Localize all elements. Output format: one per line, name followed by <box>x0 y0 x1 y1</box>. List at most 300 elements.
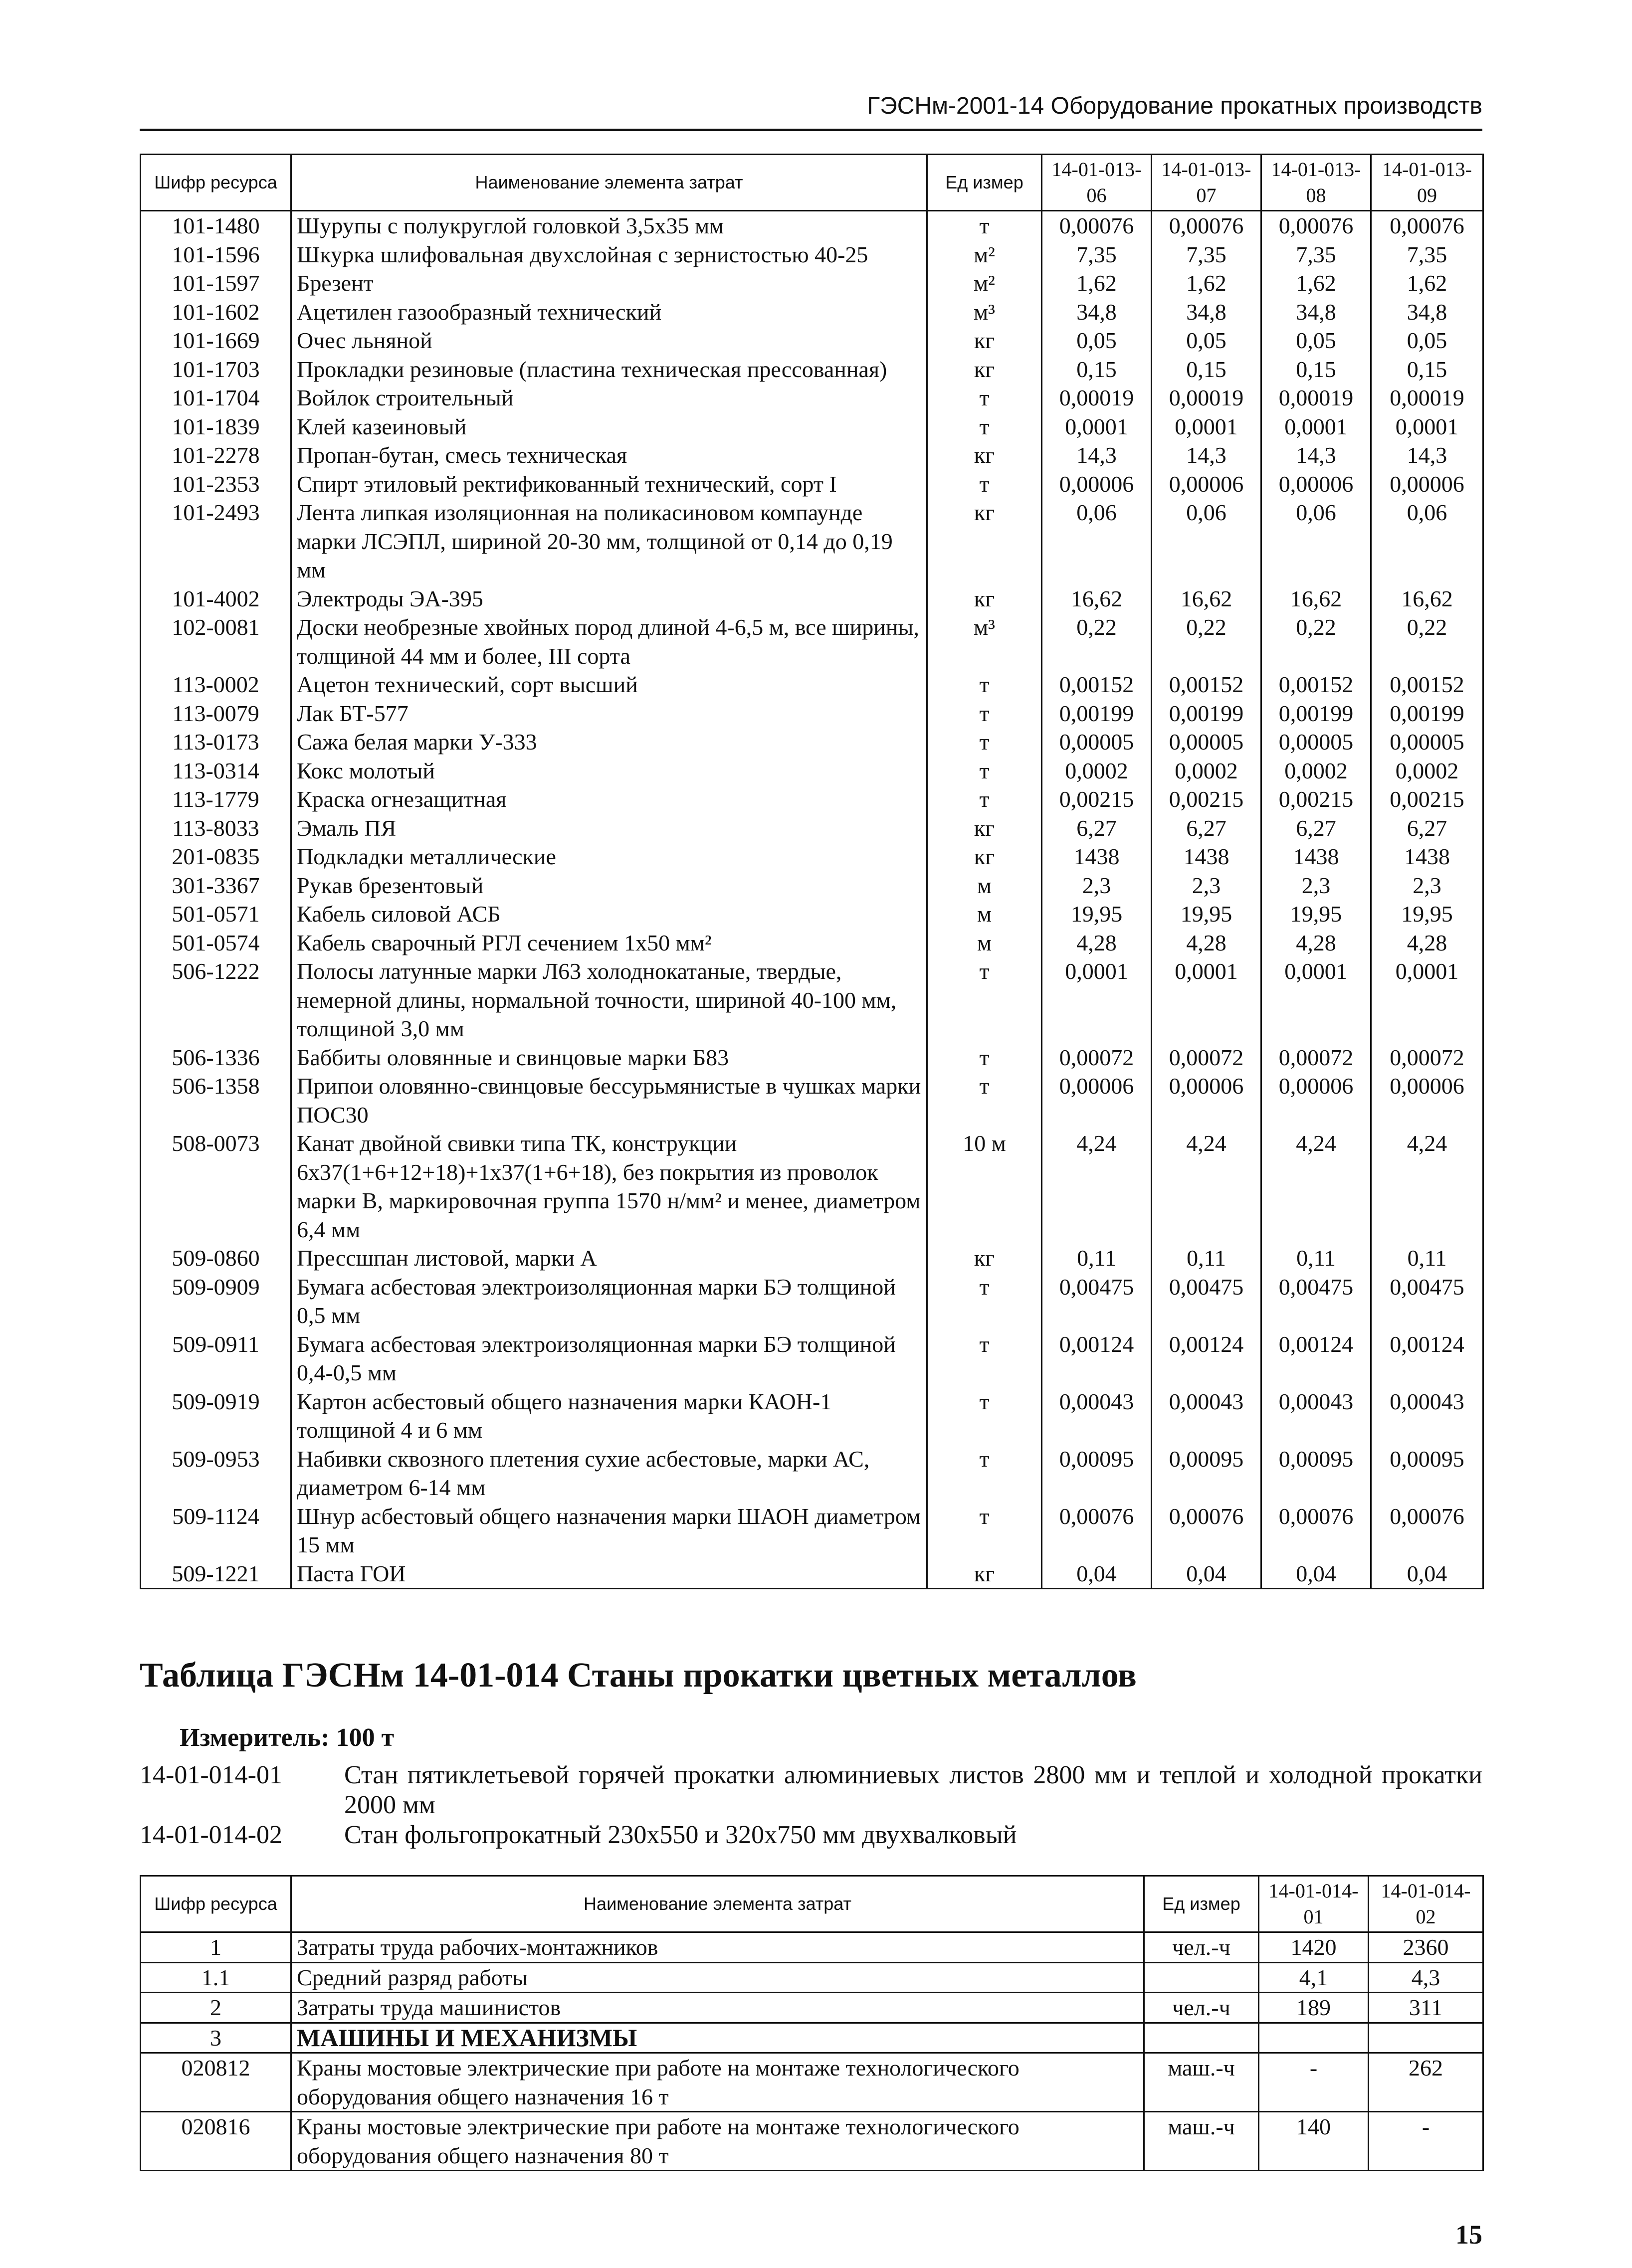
resource-quantity: 14,3 <box>1042 441 1152 470</box>
resource-quantity: 140 <box>1259 2112 1369 2171</box>
resource-code: 509-0909 <box>141 1273 291 1330</box>
resource-code: 101-1703 <box>141 355 291 384</box>
header-unit: Ед измер <box>1144 1876 1259 1932</box>
resource-name: Доски необрезные хвойных пород длиной 4-6,5 м, все ширины, толщиной 44 мм и более, III сорта <box>291 613 927 670</box>
resource-quantity: 0,00152 <box>1152 670 1261 699</box>
resource-name: Лента липкая изоляционная на поликасиновом компаунде марки ЛСЭПЛ, шириной 20-30 мм, толщиной от 0,14 до 0,19 мм <box>291 498 927 584</box>
resource-code: 101-1480 <box>141 211 291 240</box>
resource-quantity: 4,3 <box>1369 1962 1483 1993</box>
resource-unit: чел.-ч <box>1144 1932 1259 1963</box>
resource-code: 113-0314 <box>141 756 291 785</box>
resource-quantity: 0,00076 <box>1371 211 1483 240</box>
resource-quantity: 0,00475 <box>1261 1273 1371 1330</box>
table-row <box>141 240 1483 269</box>
resource-quantity: 0,00475 <box>1152 1273 1261 1330</box>
resource-quantity: 0,0001 <box>1152 957 1261 1043</box>
resource-code: 113-0002 <box>141 670 291 699</box>
measure-line <box>180 1723 394 1752</box>
table-row <box>141 1932 1483 1963</box>
resource-unit: т <box>927 470 1042 499</box>
resource-quantity: 0,00095 <box>1042 1445 1152 1502</box>
resource-quantity: 1438 <box>1371 842 1483 871</box>
resource-quantity: 0,00019 <box>1042 383 1152 412</box>
resource-quantity: 2,3 <box>1371 871 1483 900</box>
resource-code: 101-1704 <box>141 383 291 412</box>
resource-quantity: 0,00475 <box>1371 1273 1483 1330</box>
resource-quantity: 4,24 <box>1152 1129 1261 1244</box>
table-row <box>141 871 1483 900</box>
resource-quantity: 0,00199 <box>1261 699 1371 728</box>
resource-unit: т <box>927 211 1042 240</box>
header-quantity: 14-01-014-02 <box>1369 1876 1483 1932</box>
resource-quantity: 1420 <box>1259 1932 1369 1963</box>
resource-quantity: 4,28 <box>1042 929 1152 957</box>
resource-quantity: 4,28 <box>1371 929 1483 957</box>
resource-quantity: 0,00043 <box>1152 1387 1261 1445</box>
table-row <box>141 957 1483 1043</box>
measure-value: 100 т <box>336 1723 395 1752</box>
resource-code: 113-8033 <box>141 814 291 843</box>
resource-unit: т <box>927 670 1042 699</box>
table-row <box>141 2112 1483 2171</box>
resource-quantity: 0,00152 <box>1261 670 1371 699</box>
resource-quantity: 0,00076 <box>1261 211 1371 240</box>
resource-quantity: 0,00215 <box>1371 785 1483 814</box>
resource-code: 101-2353 <box>141 470 291 499</box>
resource-quantity: 0,00072 <box>1042 1043 1152 1072</box>
resource-quantity: 0,00005 <box>1152 728 1261 756</box>
resource-code: 101-2278 <box>141 441 291 470</box>
table-row <box>141 1502 1483 1559</box>
resource-quantity: 0,06 <box>1261 498 1371 584</box>
resource-quantity: 7,35 <box>1152 240 1261 269</box>
resource-quantity: 0,0002 <box>1152 756 1261 785</box>
table-row <box>141 1129 1483 1244</box>
resource-name: Припои оловянно-свинцовые бессурьмянистые в чушках марки ПОС30 <box>291 1072 927 1129</box>
resource-unit: 10 м <box>927 1129 1042 1244</box>
resource-quantity: 0,11 <box>1261 1244 1371 1273</box>
resource-quantity: 0,15 <box>1042 355 1152 384</box>
resource-code: 509-0953 <box>141 1445 291 1502</box>
table-row <box>141 584 1483 613</box>
page-number: 15 <box>1455 2220 1482 2250</box>
resource-unit: т <box>927 1072 1042 1129</box>
resource-quantity: 4,28 <box>1152 929 1261 957</box>
resource-quantity: 1438 <box>1042 842 1152 871</box>
resource-quantity: 0,00019 <box>1371 383 1483 412</box>
resource-quantity: 14,3 <box>1152 441 1261 470</box>
table-row <box>141 1387 1483 1445</box>
resource-unit: кг <box>927 441 1042 470</box>
resource-quantity: 0,05 <box>1371 326 1483 355</box>
resource-quantity: 1438 <box>1152 842 1261 871</box>
resource-unit: т <box>927 1330 1042 1387</box>
resource-quantity: 0,00006 <box>1042 1072 1152 1129</box>
page-header <box>140 89 1482 131</box>
resource-quantity: 14,3 <box>1261 441 1371 470</box>
measure-label: Измеритель: <box>180 1723 330 1752</box>
table-row <box>141 1043 1483 1072</box>
resource-unit: м² <box>927 240 1042 269</box>
resources-table-013 <box>140 154 1484 1589</box>
table-row <box>141 498 1483 584</box>
table-row <box>141 613 1483 670</box>
resource-unit: т <box>927 412 1042 441</box>
resource-unit: т <box>927 728 1042 756</box>
resource-quantity: 0,00006 <box>1371 470 1483 499</box>
resource-code: 509-1221 <box>141 1559 291 1589</box>
resource-code: 201-0835 <box>141 842 291 871</box>
resource-quantity: 14,3 <box>1371 441 1483 470</box>
resource-unit: чел.-ч <box>1144 1993 1259 2023</box>
resource-quantity: 2,3 <box>1261 871 1371 900</box>
resource-unit: м <box>927 871 1042 900</box>
table-row <box>141 1330 1483 1387</box>
resources-table-014 <box>140 1875 1484 2171</box>
list-item <box>140 1760 1482 1820</box>
item-code: 14-01-014-01 <box>140 1761 282 1789</box>
table-row <box>141 412 1483 441</box>
resource-quantity: 0,0001 <box>1261 957 1371 1043</box>
resource-name: Кабель силовой АСБ <box>291 900 927 929</box>
resource-quantity: 0,05 <box>1261 326 1371 355</box>
item-text: Стан пятиклетьевой горячей прокатки алюминиевых листов 2800 мм и теплой и холодной прокатки 2000 мм <box>344 1761 1482 1819</box>
resource-unit: кг <box>927 498 1042 584</box>
resource-quantity: - <box>1259 2053 1369 2112</box>
resource-name: Шнур асбестовый общего назначения марки ШАОН диаметром 15 мм <box>291 1502 927 1559</box>
resource-name: Краны мостовые электрические при работе на монтаже технологического оборудования общего назначения 16 т <box>291 2053 1144 2112</box>
table-row <box>141 1445 1483 1502</box>
resource-name: Пропан-бутан, смесь техническая <box>291 441 927 470</box>
resource-quantity: 0,00006 <box>1042 470 1152 499</box>
resource-quantity: 0,05 <box>1152 326 1261 355</box>
table-header-row <box>141 155 1483 211</box>
resource-quantity: 0,22 <box>1152 613 1261 670</box>
resource-quantity: 2,3 <box>1152 871 1261 900</box>
resource-unit: м² <box>927 269 1042 298</box>
resource-quantity: 4,24 <box>1042 1129 1152 1244</box>
resource-unit: т <box>927 1273 1042 1330</box>
resource-quantity: 0,22 <box>1371 613 1483 670</box>
resource-quantity: 0,00152 <box>1371 670 1483 699</box>
resource-name: Сажа белая марки У-333 <box>291 728 927 756</box>
table-row <box>141 814 1483 843</box>
resource-quantity: 0,00152 <box>1042 670 1152 699</box>
resource-code: 102-0081 <box>141 613 291 670</box>
resource-quantity: 4,28 <box>1261 929 1371 957</box>
table-row <box>141 1273 1483 1330</box>
resource-quantity: 0,15 <box>1371 355 1483 384</box>
resource-name: Эмаль ПЯ <box>291 814 927 843</box>
resource-quantity: 0,00095 <box>1261 1445 1371 1502</box>
table-row <box>141 699 1483 728</box>
resource-quantity: 0,04 <box>1261 1559 1371 1589</box>
header-code: Шифр ресурса <box>141 155 291 211</box>
resource-code: 509-0911 <box>141 1330 291 1387</box>
resource-name: Войлок строительный <box>291 383 927 412</box>
resource-quantity: 0,22 <box>1261 613 1371 670</box>
resource-code: 020812 <box>141 2053 291 2112</box>
resource-code: 506-1222 <box>141 957 291 1043</box>
resource-quantity: 0,11 <box>1042 1244 1152 1273</box>
resource-quantity: 0,0002 <box>1261 756 1371 785</box>
resource-quantity: 0,0001 <box>1371 957 1483 1043</box>
table-row <box>141 842 1483 871</box>
header-quantity: 14-01-014-01 <box>1259 1876 1369 1932</box>
table-row <box>141 728 1483 756</box>
resource-unit: т <box>927 785 1042 814</box>
resource-code: 506-1358 <box>141 1072 291 1129</box>
resource-unit: т <box>927 1445 1042 1502</box>
resource-code: 101-1669 <box>141 326 291 355</box>
table-header-row <box>141 1876 1483 1932</box>
resource-quantity: 16,62 <box>1042 584 1152 613</box>
resource-code: 501-0574 <box>141 929 291 957</box>
resource-quantity: 0,06 <box>1042 498 1152 584</box>
resource-code: 509-0919 <box>141 1387 291 1445</box>
resource-name: Подкладки металлические <box>291 842 927 871</box>
resource-quantity: 262 <box>1369 2053 1483 2112</box>
resource-quantity: 34,8 <box>1042 298 1152 327</box>
resource-name: Бумага асбестовая электроизоляционная марки БЭ толщиной 0,4-0,5 мм <box>291 1330 927 1387</box>
resource-quantity: 0,00076 <box>1152 1502 1261 1559</box>
resource-code: 113-1779 <box>141 785 291 814</box>
resource-unit: м <box>927 929 1042 957</box>
resource-unit: т <box>927 699 1042 728</box>
resource-quantity: 0,00124 <box>1371 1330 1483 1387</box>
table-row <box>141 269 1483 298</box>
resource-name: Клей казеиновый <box>291 412 927 441</box>
table-row <box>141 900 1483 929</box>
resource-quantity: 0,0001 <box>1261 412 1371 441</box>
resource-code: 508-0073 <box>141 1129 291 1244</box>
table-row <box>141 211 1483 240</box>
table-row <box>141 785 1483 814</box>
resource-quantity: 0,00005 <box>1261 728 1371 756</box>
header-unit: Ед измер <box>927 155 1042 211</box>
resource-quantity: 311 <box>1369 1993 1483 2023</box>
resource-quantity <box>1259 2023 1369 2053</box>
resource-code: 2 <box>141 1993 291 2023</box>
resource-name: Очес льняной <box>291 326 927 355</box>
table-row <box>141 929 1483 957</box>
resource-name: Шурупы с полукруглой головкой 3,5х35 мм <box>291 211 927 240</box>
resource-quantity: 0,00076 <box>1371 1502 1483 1559</box>
resource-quantity: 0,11 <box>1371 1244 1483 1273</box>
resource-unit: м³ <box>927 298 1042 327</box>
resource-unit <box>1144 1962 1259 1993</box>
table-row <box>141 756 1483 785</box>
resource-code: 101-1597 <box>141 269 291 298</box>
resource-quantity: 34,8 <box>1261 298 1371 327</box>
resource-quantity: 0,06 <box>1152 498 1261 584</box>
resource-quantity: 0,00043 <box>1261 1387 1371 1445</box>
resource-code: 101-1839 <box>141 412 291 441</box>
document-title: ГЭСНм-2001-14 Оборудование прокатных производств <box>867 93 1482 119</box>
resource-quantity: 1,62 <box>1042 269 1152 298</box>
resource-quantity: 0,0002 <box>1042 756 1152 785</box>
resource-quantity: 0,0002 <box>1371 756 1483 785</box>
resource-quantity: 1438 <box>1261 842 1371 871</box>
resource-unit: м³ <box>927 613 1042 670</box>
resource-quantity: 6,27 <box>1261 814 1371 843</box>
resource-quantity: 0,04 <box>1042 1559 1152 1589</box>
resource-unit: кг <box>927 326 1042 355</box>
resource-quantity: 34,8 <box>1152 298 1261 327</box>
resource-quantity: 7,35 <box>1371 240 1483 269</box>
resource-quantity: 19,95 <box>1261 900 1371 929</box>
resource-quantity: 0,00006 <box>1261 1072 1371 1129</box>
table-row <box>141 2023 1483 2053</box>
resource-quantity: 0,00019 <box>1152 383 1261 412</box>
resource-quantity: 0,22 <box>1042 613 1152 670</box>
resource-quantity: 7,35 <box>1042 240 1152 269</box>
resource-unit: кг <box>927 842 1042 871</box>
resource-quantity: 0,00043 <box>1042 1387 1152 1445</box>
resource-quantity: 0,0001 <box>1371 412 1483 441</box>
resource-quantity: 0,05 <box>1042 326 1152 355</box>
resource-quantity: 1,62 <box>1261 269 1371 298</box>
resource-quantity: 0,00124 <box>1042 1330 1152 1387</box>
resource-unit: кг <box>927 1559 1042 1589</box>
resource-quantity: 0,00215 <box>1042 785 1152 814</box>
resource-unit: кг <box>927 355 1042 384</box>
header-name: Наименование элемента затрат <box>291 155 927 211</box>
resource-unit: т <box>927 1387 1042 1445</box>
resource-code: 113-0173 <box>141 728 291 756</box>
resource-unit: т <box>927 756 1042 785</box>
resource-quantity: 0,00043 <box>1371 1387 1483 1445</box>
resource-quantity: 0,15 <box>1261 355 1371 384</box>
resource-quantity: 16,62 <box>1371 584 1483 613</box>
resource-quantity: - <box>1369 2112 1483 2171</box>
resource-code: 101-2493 <box>141 498 291 584</box>
resource-code: 509-1124 <box>141 1502 291 1559</box>
resource-name: Краска огнезащитная <box>291 785 927 814</box>
resource-quantity: 0,06 <box>1371 498 1483 584</box>
resource-quantity: 2,3 <box>1042 871 1152 900</box>
table-row <box>141 1244 1483 1273</box>
resource-quantity: 0,00006 <box>1152 1072 1261 1129</box>
resource-quantity: 0,00095 <box>1371 1445 1483 1502</box>
resource-name: Кокс молотый <box>291 756 927 785</box>
header-quantity: 14-01-013-08 <box>1261 155 1371 211</box>
table-row <box>141 383 1483 412</box>
resource-name: Средний разряд работы <box>291 1962 1144 1993</box>
resource-quantity: 0,00215 <box>1152 785 1261 814</box>
resource-unit: т <box>927 957 1042 1043</box>
resource-quantity: 0,00199 <box>1042 699 1152 728</box>
resource-quantity: 16,62 <box>1261 584 1371 613</box>
header-quantity: 14-01-013-07 <box>1152 155 1261 211</box>
header-quantity: 14-01-013-09 <box>1371 155 1483 211</box>
resource-code: 1.1 <box>141 1962 291 1993</box>
resource-code: 509-0860 <box>141 1244 291 1273</box>
resource-code: 1 <box>141 1932 291 1963</box>
resource-name: Шкурка шлифовальная двухслойная с зернистостью 40-25 <box>291 240 927 269</box>
resource-quantity: 0,00076 <box>1042 1502 1152 1559</box>
resource-quantity: 0,00215 <box>1261 785 1371 814</box>
resource-quantity: 0,00072 <box>1152 1043 1261 1072</box>
table-row <box>141 326 1483 355</box>
resource-name: Брезент <box>291 269 927 298</box>
resource-quantity: 2360 <box>1369 1932 1483 1963</box>
resource-quantity: 0,00019 <box>1261 383 1371 412</box>
resource-unit: кг <box>927 814 1042 843</box>
resource-quantity: 0,15 <box>1152 355 1261 384</box>
resource-code: 101-1596 <box>141 240 291 269</box>
resource-quantity: 0,00076 <box>1042 211 1152 240</box>
resource-quantity: 6,27 <box>1152 814 1261 843</box>
resource-quantity: 0,00006 <box>1371 1072 1483 1129</box>
resource-name: Электроды ЭА-395 <box>291 584 927 613</box>
resource-name: Затраты труда машинистов <box>291 1993 1144 2023</box>
resource-quantity: 0,00475 <box>1042 1273 1152 1330</box>
resource-quantity: 34,8 <box>1371 298 1483 327</box>
header-code: Шифр ресурса <box>141 1876 291 1932</box>
table-row <box>141 1962 1483 1993</box>
resource-code: 101-4002 <box>141 584 291 613</box>
list-item <box>140 1820 1482 1850</box>
resource-unit: маш.-ч <box>1144 2112 1259 2171</box>
table-row <box>141 1993 1483 2023</box>
header-quantity: 14-01-013-06 <box>1042 155 1152 211</box>
table-row <box>141 1072 1483 1129</box>
resource-quantity: 0,0001 <box>1042 957 1152 1043</box>
resource-quantity: 0,00076 <box>1261 1502 1371 1559</box>
resource-code: 113-0079 <box>141 699 291 728</box>
table-row <box>141 298 1483 327</box>
resource-quantity: 0,00124 <box>1152 1330 1261 1387</box>
resource-code: 020816 <box>141 2112 291 2171</box>
resource-quantity: 0,00005 <box>1042 728 1152 756</box>
resource-quantity: 7,35 <box>1261 240 1371 269</box>
resource-quantity: 0,11 <box>1152 1244 1261 1273</box>
resource-quantity: 6,27 <box>1042 814 1152 843</box>
resource-name: Спирт этиловый ректификованный технический, сорт I <box>291 470 927 499</box>
resource-quantity: 189 <box>1259 1993 1369 2023</box>
resource-code: 3 <box>141 2023 291 2053</box>
resource-quantity: 0,00072 <box>1371 1043 1483 1072</box>
table-row <box>141 2053 1483 2112</box>
resource-quantity: 1,62 <box>1371 269 1483 298</box>
resource-code: 501-0571 <box>141 900 291 929</box>
resource-name: Прессшпан листовой, марки А <box>291 1244 927 1273</box>
resource-quantity: 1,62 <box>1152 269 1261 298</box>
resource-quantity: 0,04 <box>1152 1559 1261 1589</box>
table-row <box>141 670 1483 699</box>
header-name: Наименование элемента затрат <box>291 1876 1144 1932</box>
resource-quantity: 0,00199 <box>1152 699 1261 728</box>
resource-unit: кг <box>927 584 1042 613</box>
resource-name: Прокладки резиновые (пластина техническая прессованная) <box>291 355 927 384</box>
resource-name: Бумага асбестовая электроизоляционная марки БЭ толщиной 0,5 мм <box>291 1273 927 1330</box>
resource-name: Кабель сварочный РГЛ сечением 1х50 мм² <box>291 929 927 957</box>
table-row <box>141 441 1483 470</box>
resource-unit: м <box>927 900 1042 929</box>
resource-quantity: 0,00095 <box>1152 1445 1261 1502</box>
resource-quantity: 0,00124 <box>1261 1330 1371 1387</box>
resource-code: 101-1602 <box>141 298 291 327</box>
resource-quantity: 4,24 <box>1261 1129 1371 1244</box>
resource-quantity: 4,24 <box>1371 1129 1483 1244</box>
resource-unit: кг <box>927 1244 1042 1273</box>
resource-code: 506-1336 <box>141 1043 291 1072</box>
resource-name: Краны мостовые электрические при работе на монтаже технологического оборудования общего назначения 80 т <box>291 2112 1144 2171</box>
resource-name: Картон асбестовый общего назначения марки КАОН-1 толщиной 4 и 6 мм <box>291 1387 927 1445</box>
table-row <box>141 470 1483 499</box>
resource-name: Канат двойной свивки типа ТК, конструкции 6х37(1+6+12+18)+1х37(1+6+18), без покрытия из проволок марки В, маркировочная группа 1570 н/мм² и менее, диаметром 6,4 мм <box>291 1129 927 1244</box>
